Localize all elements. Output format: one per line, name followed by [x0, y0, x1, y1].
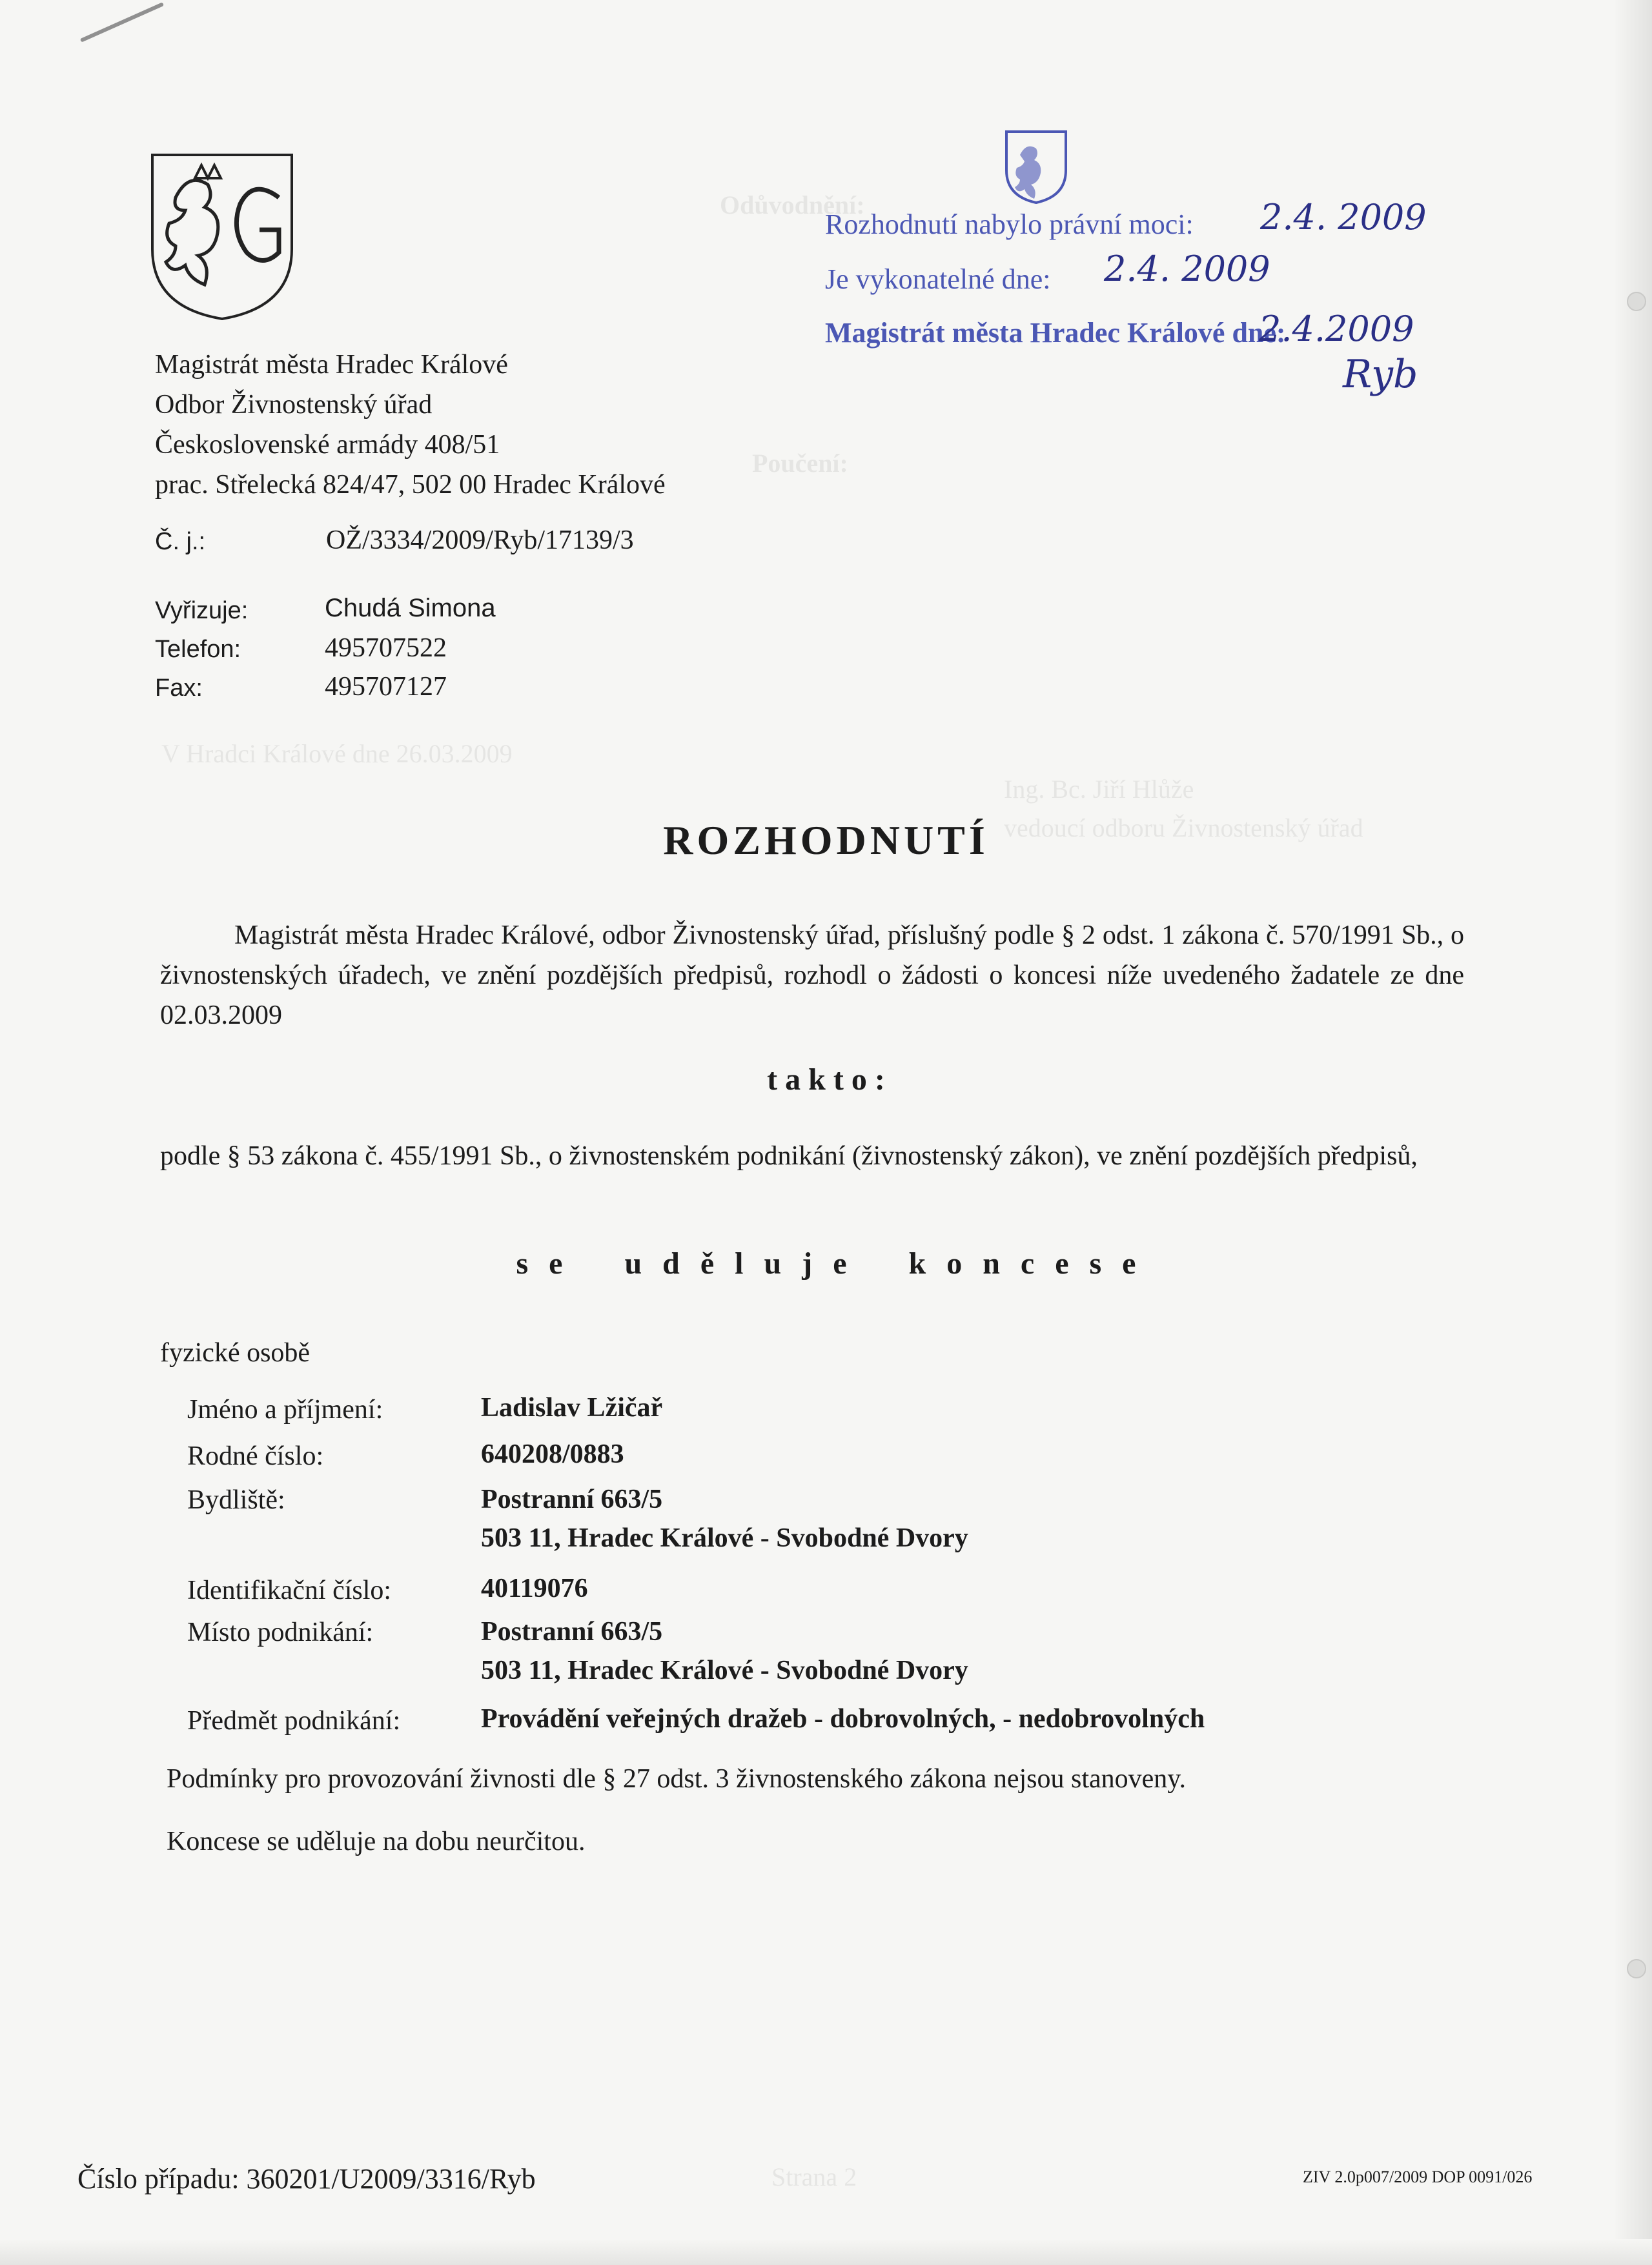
place-label: Místo podnikání:	[187, 1618, 374, 1647]
telefon-label: Telefon:	[155, 636, 241, 663]
subject-value: Provádění veřejných dražeb - dobrovolných, - nedobrovolných	[481, 1704, 1205, 1734]
subject-label: Předmět podnikání:	[187, 1706, 401, 1736]
ic-label: Identifikační číslo:	[187, 1576, 392, 1605]
punch-hole	[1627, 1959, 1646, 1978]
cj-label: Č. j.:	[155, 528, 206, 555]
pen-mark	[80, 2, 164, 42]
city-coat-of-arms-logo	[150, 152, 294, 321]
stamp-legal-force: Rozhodnutí nabylo právní moci:	[825, 208, 1194, 240]
residence-label: Bydliště:	[187, 1485, 285, 1515]
show-through-signer: Ing. Bc. Jiří Hlůže	[1004, 775, 1194, 804]
telefon-value: 495707522	[325, 633, 447, 663]
stamp-enforceable-date: 2.4. 2009	[1104, 249, 1270, 289]
residence-line2: 503 11, Hradec Králové - Svobodné Dvory	[481, 1523, 968, 1553]
stamp-enforceable: Je vykonatelné dne:	[825, 263, 1051, 295]
place-line2: 503 11, Hradec Králové - Svobodné Dvory	[481, 1656, 968, 1685]
org-line: Odbor Živnostenský úřad	[155, 390, 433, 420]
show-through-page: Strana 2	[771, 2162, 857, 2191]
org-line: prac. Střelecká 824/47, 502 00 Hradec Králové	[155, 470, 666, 500]
sender-address	[155, 349, 666, 509]
show-through-heading2: Poučení:	[752, 449, 848, 478]
place-line1: Postranní 663/5	[481, 1617, 663, 1647]
rc-value: 640208/0883	[481, 1439, 624, 1469]
show-through-date: V Hradci Králové dne 26.03.2009	[161, 739, 513, 768]
vyrizuje-value: Chudá Simona	[325, 594, 496, 622]
show-through-role: vedoucí odboru Živnostenský úřad	[1004, 813, 1363, 842]
name-label: Jméno a příjmení:	[187, 1395, 383, 1425]
stamp-magistrate: Magistrát města Hradec Králové dne:	[825, 317, 1286, 349]
ic-value: 40119076	[481, 1574, 588, 1603]
punch-hole	[1627, 292, 1646, 311]
stamp-magistrate-date: 2.4.2009	[1259, 309, 1414, 349]
basis-paragraph: podle § 53 zákona č. 455/1991 Sb., o živnostenském podnikání (živnostenský zákon), ve znění pozdějších předpisů,	[160, 1141, 1418, 1171]
org-line: Československé armády 408/51	[155, 430, 500, 460]
case-number: Číslo případu: 360201/U2009/3316/Ryb	[77, 2163, 536, 2195]
intro-paragraph: Magistrát města Hradec Králové, odbor Živnostenský úřad, příslušný podle § 2 odst. 1 zákona č. 570/1991 Sb., o živnostenských úřadech, ve znění pozdějších předpisů, rozhodl o žádosti o koncesi níže uvedeného žadatele ze dne 02.03.2009	[160, 920, 1464, 1030]
stamp-signature: Ryb	[1343, 352, 1418, 397]
fax-value: 495707127	[325, 672, 447, 702]
page-edge	[1613, 0, 1652, 2265]
cj-value: OŽ/3334/2009/Ryb/17139/3	[326, 525, 634, 555]
stamp-legal-force-date: 2.4. 2009	[1260, 197, 1427, 238]
document-title: ROZHODNUTÍ	[663, 817, 989, 863]
page-edge-bottom	[0, 2239, 1652, 2265]
residence-line1: Postranní 663/5	[481, 1485, 663, 1514]
name-value: Ladislav Lžičař	[481, 1393, 663, 1423]
vyrizuje-label: Vyřizuje:	[155, 597, 249, 624]
rc-label: Rodné číslo:	[187, 1441, 324, 1471]
duration-paragraph: Koncese se uděluje na dobu neurčitou.	[167, 1827, 586, 1856]
grant-heading: s e u d ě l u j e k o n c e s e	[516, 1246, 1136, 1281]
org-line: Magistrát města Hradec Králové	[155, 350, 508, 380]
to-whom: fyzické osobě	[160, 1338, 311, 1368]
form-code: ZIV 2.0p007/2009 DOP 0091/026	[1303, 2168, 1533, 2186]
conditions-paragraph: Podmínky pro provozování živnosti dle § 27 odst. 3 živnostenského zákona nejsou stanoveny.	[167, 1764, 1187, 1794]
takto-heading: t a k t o :	[767, 1062, 885, 1097]
stamp-lion-logo	[1004, 129, 1068, 205]
fax-label: Fax:	[155, 675, 203, 702]
show-through-heading: Odůvodnění:	[720, 190, 865, 219]
